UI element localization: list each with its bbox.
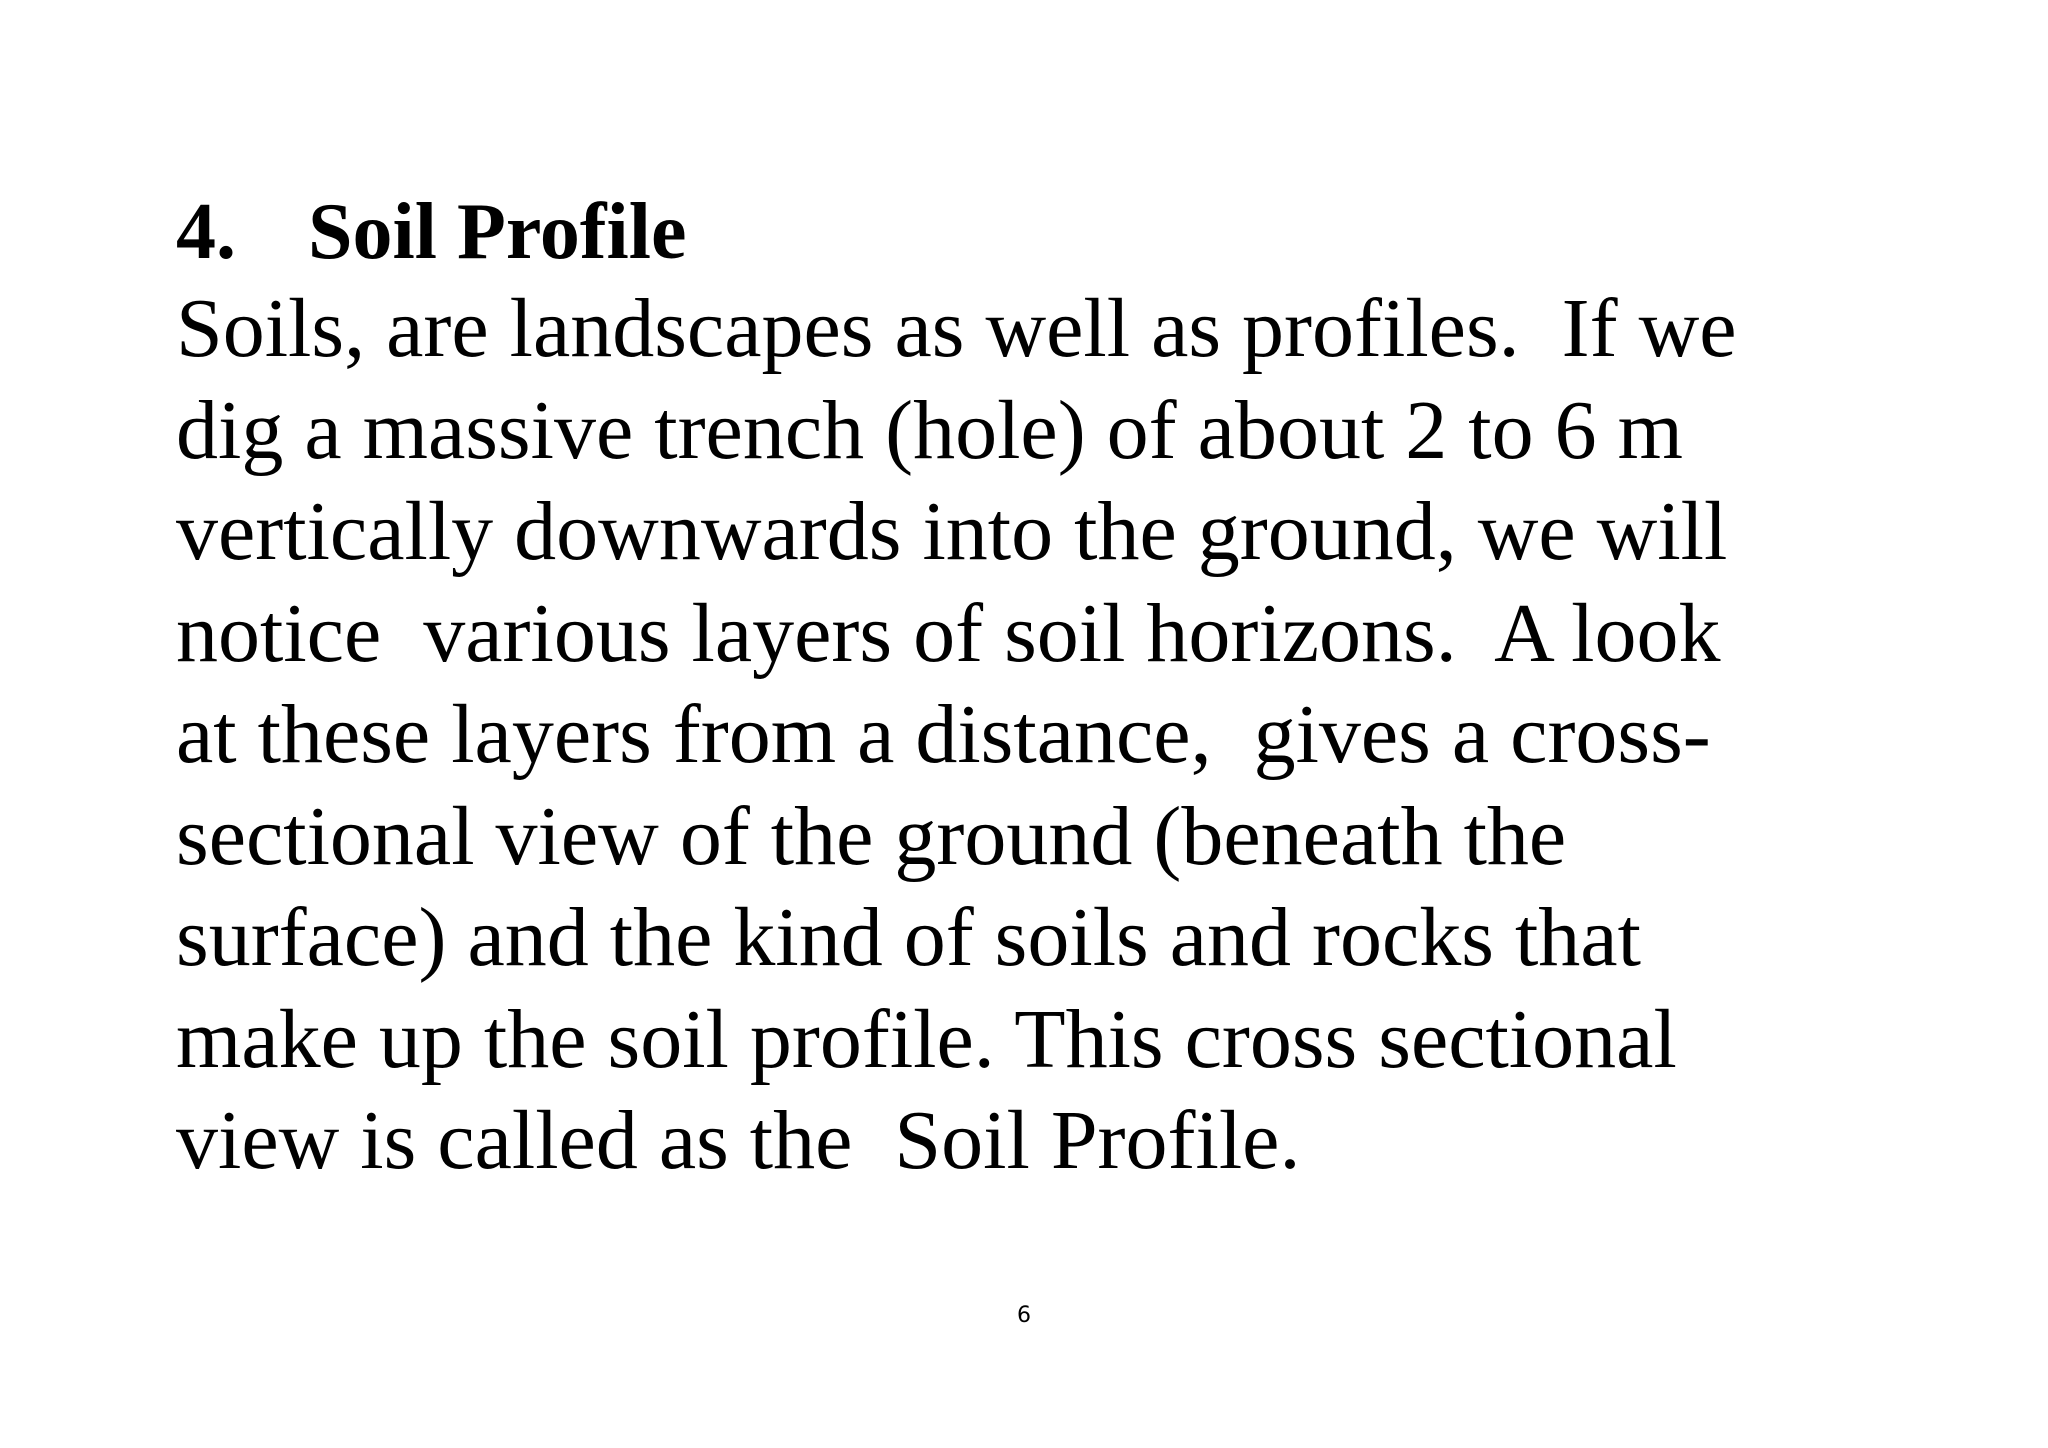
body-paragraph	[176, 278, 1737, 1192]
page-number: 6	[1017, 1303, 1031, 1328]
section-title: Soil Profile	[308, 188, 687, 276]
paragraph-line: at these layers from a distance, gives a cross-	[176, 688, 1711, 781]
paragraph-line: Soils, are landscapes as well as profiles. If we	[176, 282, 1737, 375]
paragraph-line: make up the soil profile. This cross sectional	[176, 992, 1677, 1086]
paragraph-line: view is called as the Soil Profile.	[176, 1094, 1301, 1187]
section-heading	[176, 186, 686, 278]
paragraph-line: dig a massive trench (hole) of about 2 to 6 m	[176, 383, 1683, 477]
paragraph-line: surface) and the kind of soils and rocks that	[176, 891, 1641, 984]
section-number: 4.	[176, 188, 236, 276]
paragraph-line: sectional view of the ground (beneath the	[176, 789, 1567, 883]
paragraph-line: vertically downwards into the ground, we will	[176, 485, 1728, 578]
paragraph-line: notice various layers of soil horizons. A look	[176, 586, 1721, 680]
